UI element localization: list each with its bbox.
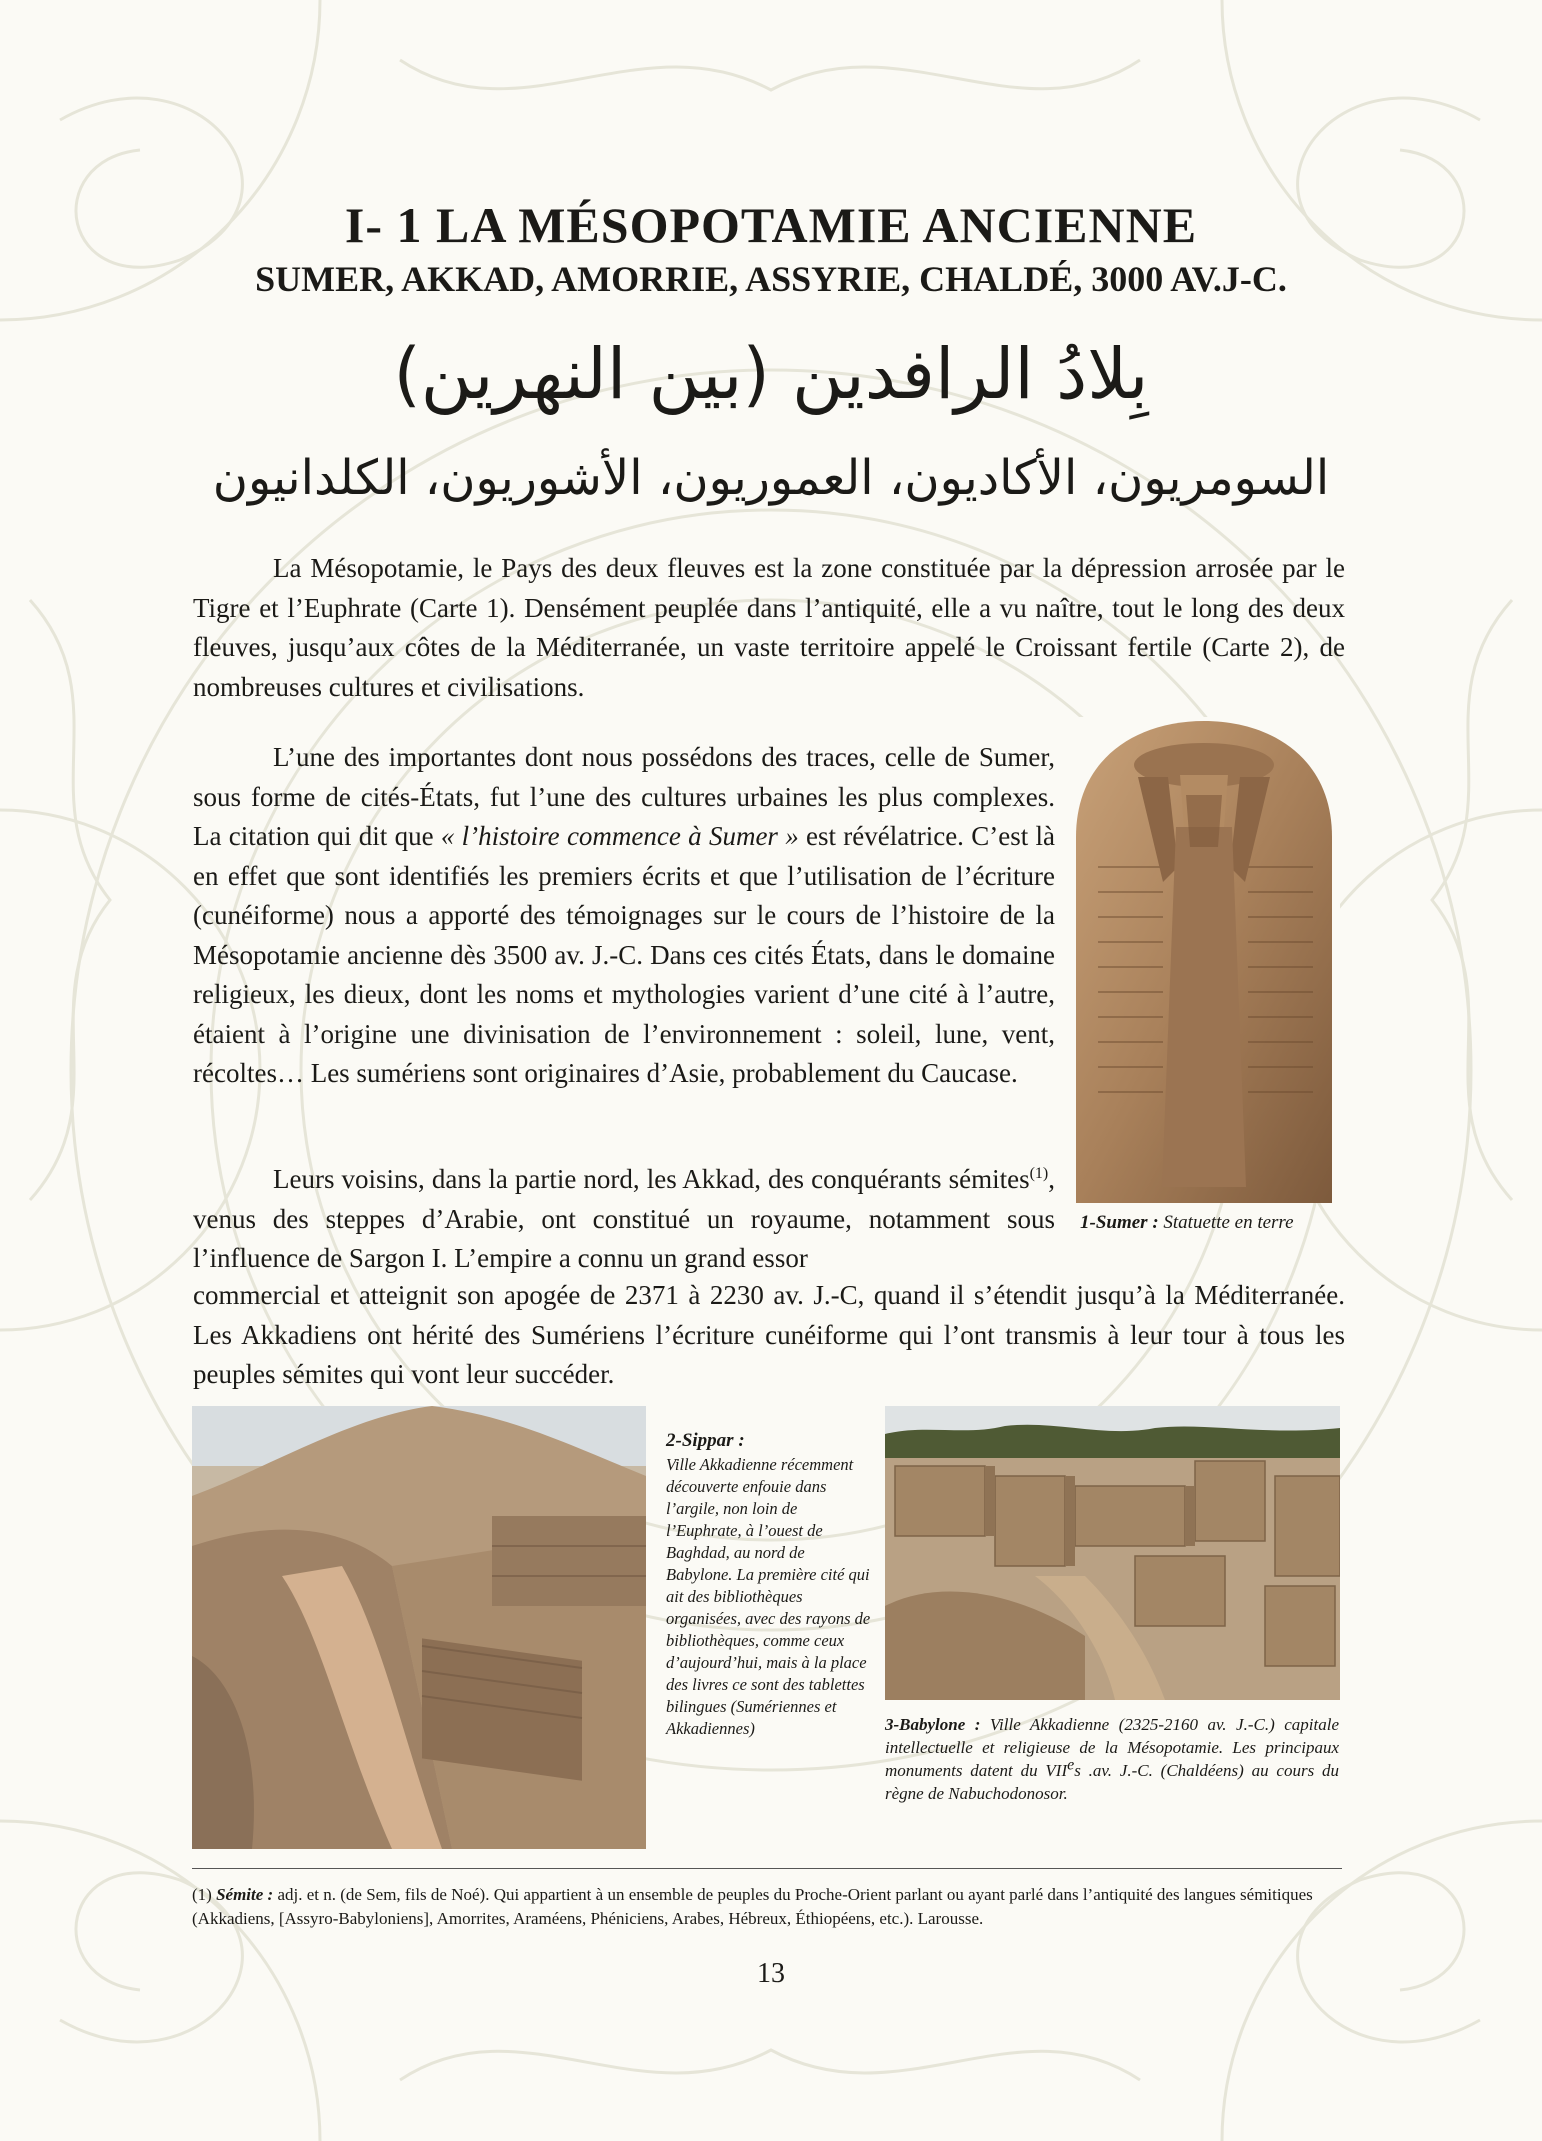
footnote-text: adj. et n. (de Sem, fils de Noé). Qui appartient à un ensemble de peuples du Proche-Orient parlant ou ayant parlé dans l’antiquité des langues sémitiques (Akkadiens, [Assyro-Babyloniens], Amorrites, Araméens, Phéniciens, Arabes, Hébreux, Éthiopéens, etc.). Larousse. [192,1885,1313,1928]
page-number: 13 [757,1958,785,1989]
sumer-statuette-image [1068,717,1340,1203]
paragraph-sumer-text-1: L’une des importantes dont nous possédons des traces, celle de Sumer, sous forme de cités-États, fut l’une des cultures urbaines les plus complexes. La citation qui dit que [193,742,1055,851]
footnote-term: Sémite : [216,1885,274,1904]
footnote-number: (1) [192,1885,217,1904]
page-subtitle: SUMER, AKKAD, AMORRIE, ASSYRIE, CHALDÉ, 3000 AV.J-C. [255,259,1287,299]
babylone-caption-text-2: s .av. J.-C. (Chaldéens) au cours du règne de Nabuchodonosor. [885,1761,1340,1803]
footnote [192,1883,1344,1931]
sippar-excavation-image [192,1406,646,1849]
arabic-subtitle: السومريون، الأكاديون، العموريون، الأشوريون، الكلدانيون [212,450,1330,506]
sippar-caption-title: 2-Sippar : [666,1430,745,1451]
sumer-caption-text: Statuette en terre [1158,1212,1294,1233]
paragraph-akkad-end: commercial et atteignit son apogée de 2371 à 2230 av. J.-C, quand il s’étendit jusqu’à la Méditerranée. Les Akkadiens ont hérité des Sumériens l’écriture cunéiforme qui l’ont transmis à leur tour à tous les peuples sémites qui vont leur succéder. [193,1280,1345,1389]
page-title: I- 1 LA MÉSOPOTAMIE ANCIENNE [344,197,1198,253]
paragraph-akkad-text-1: Leurs voisins, dans la partie nord, les Akkad, des conquérants sémites [273,1164,1030,1194]
footnote-divider [192,1868,1342,1869]
paragraph-akkad-start [193,1160,1055,1279]
sumer-caption-title: 1-Sumer : [1080,1212,1159,1233]
paragraph-akkad-text-2: , venus des steppes d’Arabie, ont constitué un royaume, notamment sous l’influence de Sargon I. L’empire a connu un grand essor [193,1164,1055,1273]
babylone-ruins-image [885,1406,1340,1700]
paragraph-sumer-text-2: est révélatrice. C’est là en effet que sont identifiés les premiers écrits et que l’utilisation de l’écriture (cunéiforme) nous a apporté des témoignages sur le cours de l’histoire de la Mésopotamie ancienne dès 3500 av. J.-C. Dans ces cités États, dans le domaine religieux, les dieux, dont les noms et mythologies varient d’une cité à l’autre, étaient à l’origine une divinisation de l’environnement : soleil, lune, vent, récoltes… Les sumériens sont originaires d’Asie, probablement du Caucase. [193,821,1055,1088]
sumer-caption [1080,1211,1350,1235]
arabic-title: بِلادُ الرافدين (بين النهرين) [393,333,1149,415]
babylone-caption-title: 3-Babylone : [885,1715,981,1734]
paragraph-mesopotamia: La Mésopotamie, le Pays des deux fleuves est la zone constituée par la dépression arrosée par le Tigre et l’Euphrate (Carte 1). Densément peuplée dans l’antiquité, elle a vu naître, tout le long des deux fleuves, jusqu’aux côtes de la Méditerranée, un vaste territoire appelé le Croissant fertile (Carte 2), de nombreuses cultures et civilisations. [193,553,1345,702]
paragraph-sumer [193,738,1055,1094]
sumer-quote: « l’histoire commence à Sumer » [440,821,799,851]
sippar-caption [666,1428,872,1740]
sippar-caption-text: Ville Akkadienne récemment découverte enfouie dans l’argile, non loin de l’Euphrate, à l’ouest de Baghdad, au nord de Babylone. La première cité qui ait des bibliothèques organisées, avec des rayons de bibliothèques, comme ceux d’aujourd’hui, mais à la place des livres ce sont des tablettes bilingues (Sumériennes et Akkadiennes) [666,1455,871,1738]
babylone-caption-text-1: Ville Akkadienne (2325-2160 av. J.-C.) capitale intellectuelle et religieuse de la Mésopotamie. Les principaux monuments datent du VII [885,1715,1339,1780]
babylone-caption [885,1713,1339,1805]
babylone-caption-sup: e [1067,1756,1075,1774]
footnote-ref[interactable]: (1) [1029,1165,1049,1182]
